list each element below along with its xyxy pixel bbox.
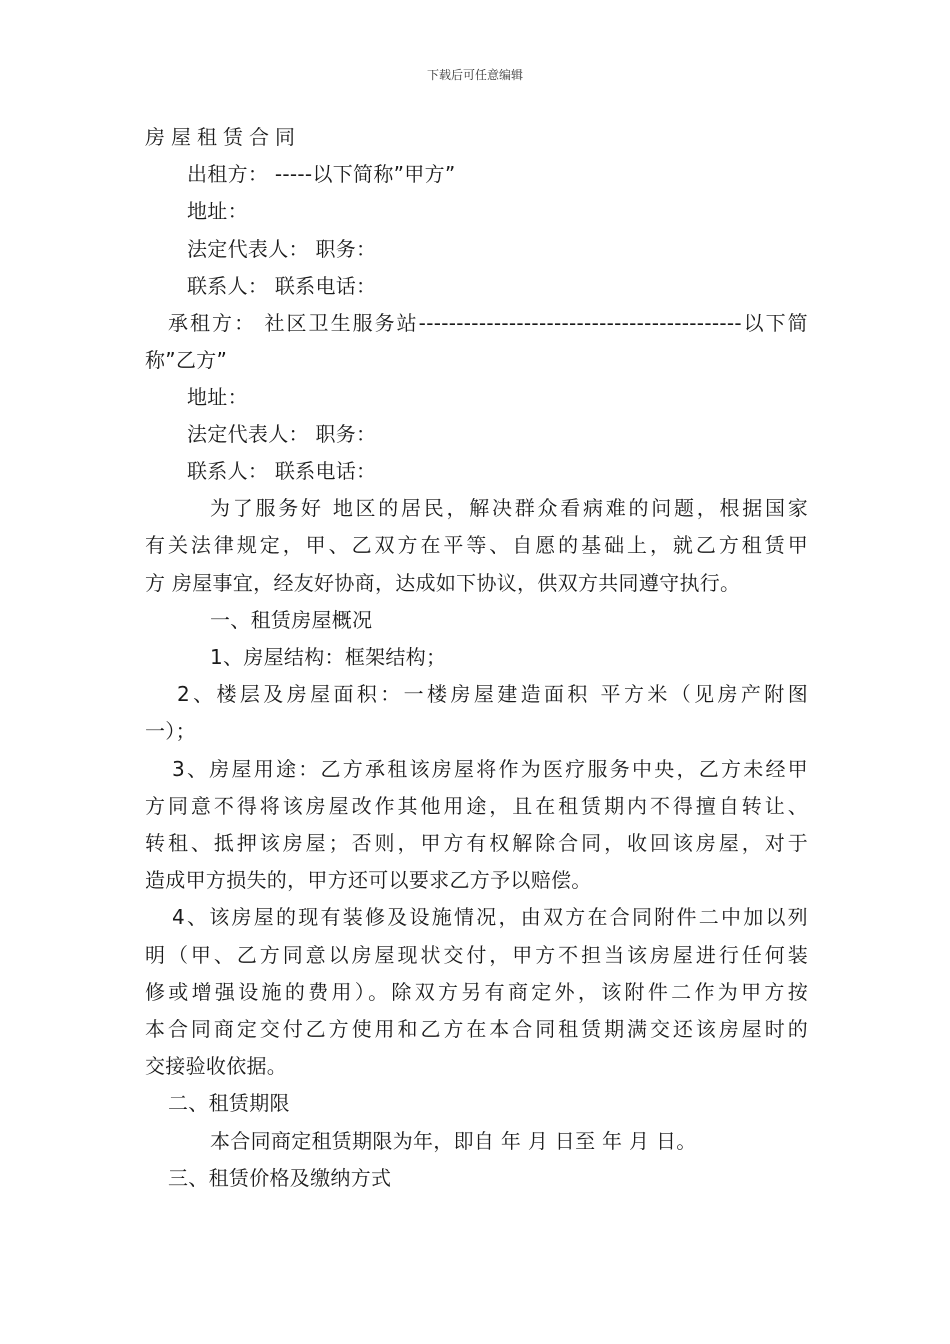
preamble-line-3: 方 房屋事宜，经友好协商，达成如下协议，供双方共同遵守执行。 xyxy=(145,571,741,595)
item-3-line-4: 造成甲方损失的，甲方还可以要求乙方予以赔偿。 xyxy=(145,868,592,892)
item-4-line-2: 明（甲、乙方同意以房屋现状交付，甲方不担当该房屋进行任何装 xyxy=(145,943,808,967)
item-4-line-5: 交接验收依据。 xyxy=(145,1054,288,1078)
section-2-heading: 二、租赁期限 xyxy=(168,1091,290,1115)
item-3-line-1: 3、房屋用途：乙方承租该房屋将作为医疗服务中央，乙方未经甲 xyxy=(172,757,808,781)
item-4-line-1: 4、该房屋的现有装修及设施情况，由双方在合同附件二中加以列 xyxy=(172,905,808,929)
lessor-legal-rep: 法定代表人： 职务： xyxy=(187,237,377,261)
preamble-line-2: 有关法律规定，甲、乙双方在平等、自愿的基础上，就乙方租赁甲 xyxy=(145,533,808,557)
item-2-line-1: 2、楼层及房屋面积：一楼房屋建造面积 平方米（见房产附图 xyxy=(177,682,808,706)
item-2-line-2: 一）； xyxy=(145,719,196,743)
item-3-line-2: 方同意不得将该房屋改作其他用途，且在租赁期内不得擅自转让、 xyxy=(145,794,808,818)
section-3-heading: 三、租赁价格及缴纳方式 xyxy=(168,1166,392,1190)
document-title: 房屋租赁合同 xyxy=(145,125,301,149)
item-4-line-4: 本合同商定交付乙方使用和乙方在本合同租赁期满交还该房屋时的 xyxy=(145,1017,808,1041)
lessor-contact: 联系人： 联系电话： xyxy=(187,274,377,298)
section-1-heading: 一、租赁房屋概况 xyxy=(210,608,373,632)
lessor-address: 地址： xyxy=(187,199,248,223)
page-header-note: 下载后可任意编辑 xyxy=(426,68,523,82)
item-3-line-3: 转租、抵押该房屋；否则，甲方有权解除合同，收回该房屋，对于 xyxy=(145,831,808,855)
item-4-line-3: 修或增强设施的费用）。除双方另有商定外，该附件二作为甲方按 xyxy=(145,980,808,1004)
lessor-line: 出租方： -----以下简称”甲方” xyxy=(187,162,456,186)
lessee-line-cont: 称”乙方” xyxy=(145,348,228,372)
lessee-line: 承租方： 社区卫生服务站-------------------------------------------以下简 xyxy=(168,311,808,335)
lessee-address: 地址： xyxy=(187,385,248,409)
item-1: 1、房屋结构：框架结构； xyxy=(210,645,447,669)
preamble-line-1: 为了服务好 地区的居民，解决群众看病难的问题，根据国家 xyxy=(210,496,808,520)
lessee-legal-rep: 法定代表人： 职务： xyxy=(187,422,377,446)
lessee-contact: 联系人： 联系电话： xyxy=(187,459,377,483)
lease-term-line: 本合同商定租赁期限为年，即自 年 月 日至 年 月 日。 xyxy=(210,1129,697,1153)
